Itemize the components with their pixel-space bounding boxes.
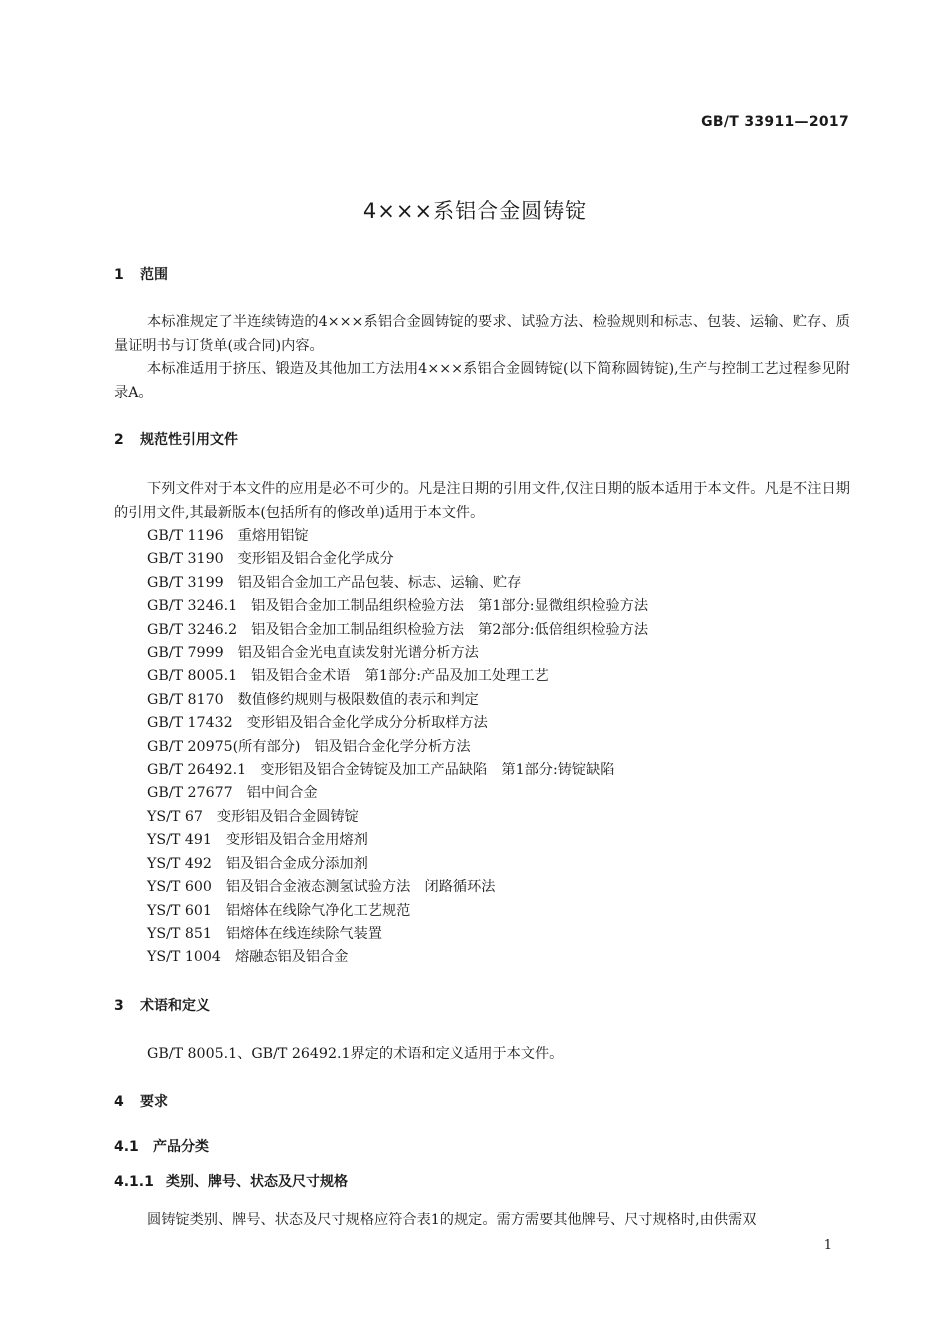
section-number: 3 [114,998,124,1014]
reference-code: GB/T 8170 [147,691,224,708]
reference-code: GB/T 26492.1 [147,762,247,779]
reference-name: 铝及铝合金液态测氢试验方法 闭路循环法 [225,879,496,896]
section-1-heading [114,265,168,285]
reference-code: YS/T 491 [147,832,212,849]
section-3-text: GB/T 8005.1、GB/T 26492.1界定的术语和定义适用于本文件。 [147,1046,564,1062]
reference-code: YS/T 601 [147,902,212,919]
reference-name: 铝熔体在线除气净化工艺规范 [225,902,411,919]
reference-name: 变形铝及铝合金用熔剂 [225,832,368,849]
page-number: 1 [823,1238,832,1253]
section-number: 2 [114,432,124,448]
reference-name: 数值修约规则与极限数值的表示和判定 [237,691,479,708]
section-4-heading [114,1092,168,1112]
reference-item [147,829,648,852]
section-number: 4.1 [114,1139,139,1155]
section-3-heading [114,996,210,1016]
section-4-1-heading [114,1137,209,1157]
reference-item [147,595,648,618]
section-number: 1 [114,267,124,283]
reference-code: YS/T 67 [147,808,203,825]
reference-name: 铝中间合金 [246,785,318,802]
section-title: 要求 [140,1094,168,1110]
reference-item [147,665,648,688]
reference-item [147,782,648,805]
normative-references-list [147,525,648,970]
reference-item [147,689,648,712]
reference-item [147,619,648,642]
reference-code: YS/T 851 [147,925,212,942]
section-1-paragraph-1: 本标准规定了半连续铸造的4×××系铝合金圆铸锭的要求、试验方法、检验规则和标志、包装、运输、贮存、质量证明书与订货单(或合同)内容。 [114,314,850,354]
reference-name: 铝及铝合金光电直读发射光谱分析方法 [237,645,479,662]
reference-code: GB/T 17432 [147,715,233,732]
reference-code: GB/T 20975(所有部分) [147,738,301,755]
reference-code: GB/T 3246.2 [147,621,238,638]
reference-code: GB/T 27677 [147,785,233,802]
reference-name: 铝及铝合金加工产品包装、标志、运输、贮存 [237,574,522,591]
reference-code: GB/T 8005.1 [147,668,238,685]
section-title: 产品分类 [153,1139,209,1155]
reference-code: YS/T 1004 [147,949,221,966]
reference-item [147,525,648,548]
reference-item [147,548,648,571]
document-title: 4×××系铝合金圆铸锭 [362,199,588,223]
standard-code: GB/T 33911—2017 [701,114,849,130]
section-title: 术语和定义 [140,998,210,1014]
reference-item [147,806,648,829]
section-title: 范围 [140,267,168,283]
reference-name: 变形铝及铝合金化学成分分析取样方法 [246,715,488,732]
reference-code: GB/T 3190 [147,551,224,568]
reference-item [147,572,648,595]
reference-item [147,736,648,759]
section-4-1-1-heading [114,1172,348,1192]
reference-name: 铝及铝合金术语 第1部分:产品及加工处理工艺 [251,668,549,685]
reference-name: 变形铝及铝合金圆铸锭 [216,808,359,825]
section-4-1-1-text: 圆铸锭类别、牌号、状态及尺寸规格应符合表1的规定。需方需要其他牌号、尺寸规格时,由供需双 [147,1212,757,1228]
reference-name: 铝及铝合金化学分析方法 [314,738,471,755]
reference-item [147,853,648,876]
section-title: 规范性引用文件 [140,432,238,448]
reference-name: 变形铝及铝合金化学成分 [237,551,394,568]
reference-code: YS/T 600 [147,879,212,896]
reference-item [147,712,648,735]
reference-name: 铝及铝合金成分添加剂 [225,855,368,872]
section-title: 类别、牌号、状态及尺寸规格 [166,1174,348,1190]
section-number: 4 [114,1094,124,1110]
reference-item [147,642,648,665]
reference-code: GB/T 3246.1 [147,598,238,615]
reference-code: YS/T 492 [147,855,212,872]
section-2-intro: 下列文件对于本文件的应用是必不可少的。凡是注日期的引用文件,仅注日期的版本适用于本文件。凡是不注日期的引用文件,其最新版本(包括所有的修改单)适用于本文件。 [114,481,850,521]
reference-name: 铝及铝合金加工制品组织检验方法 第1部分:显微组织检验方法 [251,598,649,615]
reference-item [147,900,648,923]
reference-item [147,946,648,969]
reference-code: GB/T 1196 [147,528,224,544]
reference-code: GB/T 3199 [147,574,224,591]
reference-name: 重熔用铝锭 [237,528,309,544]
reference-name: 熔融态铝及铝合金 [234,949,349,966]
reference-item [147,876,648,899]
section-2-heading [114,430,238,450]
reference-name: 铝及铝合金加工制品组织检验方法 第2部分:低倍组织检验方法 [251,621,649,638]
reference-item [147,759,648,782]
reference-code: GB/T 7999 [147,645,224,662]
section-number: 4.1.1 [114,1174,154,1190]
reference-item [147,923,648,946]
section-1-paragraph-2: 本标准适用于挤压、锻造及其他加工方法用4×××系铝合金圆铸锭(以下简称圆铸锭),生产与控制工艺过程参见附录A。 [114,361,850,401]
reference-name: 铝熔体在线连续除气装置 [225,925,382,942]
reference-name: 变形铝及铝合金铸锭及加工产品缺陷 第1部分:铸锭缺陷 [260,762,615,779]
